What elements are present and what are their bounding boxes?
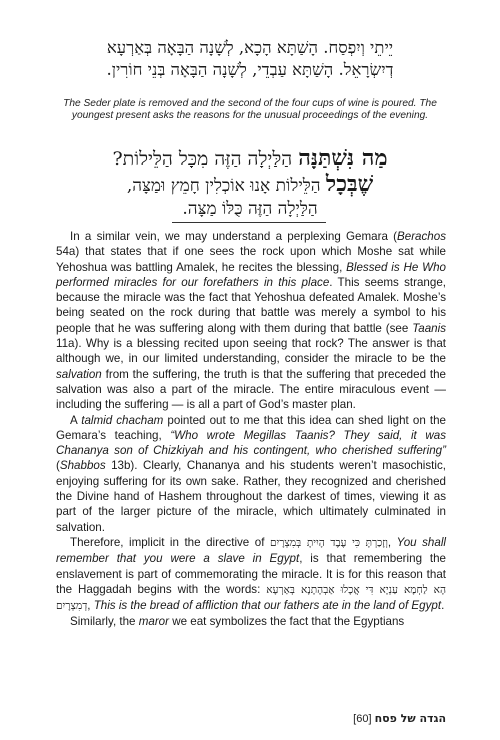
text-run: , (387, 535, 397, 549)
section-divider (172, 222, 326, 223)
gemara-quote: “Who wrote Megillas Taanis? They said, it was Chananya son of Chizkiyah and his contingent, who cherished suffering” (56, 428, 446, 458)
text-run: 11a). Why is a blessing recited upon seeing that rock? The answer is that although we, in our limited understanding, consider the miracle to be the (56, 337, 446, 366)
text-run: . This seems strange, because the miracle was the fact that Yehoshua defeated Amalek. Moshe’s being seated on the rock during that battle was merely a symbol to his people that he was suffering along with them during that battle (see (56, 275, 446, 335)
hebrew-haggadah-quote: הָא לַחְמָא עַנְיָא דִּי אֲכָלוּ אַבְהָתָנָא בְּאַרְעָא דְמִצְרָיִם (56, 583, 447, 613)
text-run: 13b). Clearly, Chananya and his students weren’t masochistic, enjoying suffering for its own sake. Rather, they recognized and cherished the Divine hand of Hashem throughout the darkest of times, viewing it as part of the larger picture of the miracle, which ultimately culminated in salvation. (56, 459, 446, 534)
mah-nishtanah-opening: מַה נִּשְׁתַּנָּה (298, 145, 388, 171)
text-run: , (87, 599, 94, 613)
shebechol-opening: שֶׁבְּכָל (325, 171, 374, 197)
text-run: from the suffering, the truth is that the suffering that preceded the salvation was also a part of the miracle. The entire miraculous event — including the suffering — is all a part of God’s master plan. (56, 367, 446, 412)
paragraph-2 (56, 413, 446, 535)
emphasis: salvation (56, 367, 102, 381)
mah-nishtanah-line-2 (70, 172, 430, 198)
commentary-body (56, 229, 446, 630)
haggadah-translation: This is the bread of affliction that our fathers ate in the land of Egypt (93, 599, 442, 613)
running-title: הגדה של פסח (374, 712, 446, 725)
term: talmid chacham (81, 413, 164, 427)
text-run: . (441, 599, 445, 613)
source-citation: Berachos (397, 230, 446, 243)
page-footer (0, 712, 446, 725)
source-citation: Taanis (412, 321, 446, 335)
term: maror (138, 615, 169, 629)
paragraph-3 (56, 535, 446, 614)
text-run: , is that remembering the enslavement is part of commemorating the miracle. It is for this reason that the Haggadah begins with the words: (56, 552, 446, 596)
aramaic-line-1: יֵיתֵי וְיִפְסַח. הָשַׁתָּא הָכָא, לְשָׁנָה הַבָּאָה בְּאַרְעָא (106, 38, 394, 57)
source-citation: Shabbos (59, 459, 106, 473)
text-run: In a similar vein, we may understand a perplexing Gemara ( (70, 230, 398, 243)
mah-nishtanah-line-2-rest: הַלֵּילוֹת אָנוּ אוֹכְלִין חָמֵץ וּמַצָּה, (126, 176, 326, 196)
mah-nishtanah (70, 146, 430, 220)
mah-nishtanah-line-1-rest: הַלַּיְלָה הַזֶּה מִכָּל הַלֵּילוֹת? (112, 148, 299, 170)
seder-instruction: The Seder plate is removed and the second of the four cups of wine is poured. The youngest present asks the reasons for the unusual proceedings of the evening. (63, 98, 437, 121)
text-run: pointed out to me that this idea can shed light on the Gemara’s teaching, (56, 413, 446, 442)
mah-nishtanah-line-3: הַלַּיְלָה הַזֶּה כֻּלּוֹ מַצָּה. (182, 199, 318, 219)
aramaic-line-2: דְיִשְׂרָאֵל. הָשַׁתָּא עַבְדֵי, לְשָׁנָה הַבָּאָה בְּנֵי חוֹרִין. (106, 60, 394, 79)
mah-nishtanah-line-1 (70, 146, 430, 172)
text-run: Similarly, the (70, 615, 139, 629)
paragraph-4 (56, 614, 446, 629)
hebrew-verse: וְזָכַרְתָּ כִּי עֶבֶד הָיִיתָ בְּמִצְרָיִם (269, 536, 388, 549)
blessing-quote: Blessed is He Who performed miracles for our forefathers in this place (56, 260, 446, 289)
text-run: Therefore, implicit in the directive of (70, 535, 270, 549)
text-run: we eat symbolizes the fact that the Egyptians (169, 615, 405, 629)
paragraph-1 (56, 229, 446, 413)
text-run: ( (56, 459, 60, 473)
text-run: A (70, 413, 82, 427)
verse-translation: You shall remember that you were a slave in Egypt (56, 535, 446, 566)
text-run: 54a) that states that if one sees the rock upon which Moshe sat while Yehoshua was battling Amalek, he recites the blessing, (56, 245, 446, 274)
aramaic-passage (70, 37, 430, 81)
page-number: [60] (353, 713, 372, 725)
